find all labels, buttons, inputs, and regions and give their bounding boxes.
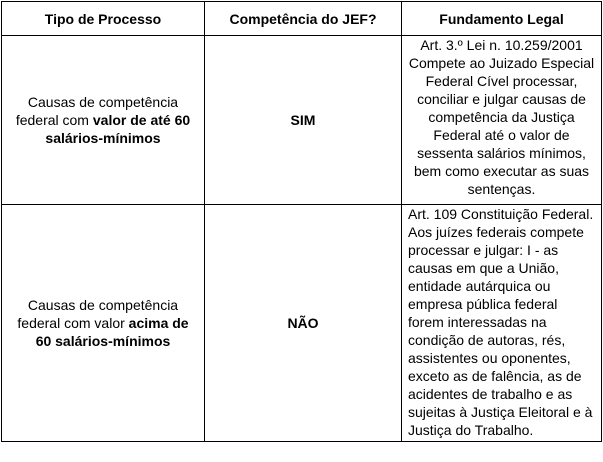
- tipo-text: Causas de competência federal com valor: [17, 297, 179, 331]
- cell-competencia: NÃO: [205, 205, 402, 442]
- tipo-highlight: acima de 60 salários-mínimos: [35, 315, 189, 349]
- cell-tipo-processo: [2, 205, 205, 442]
- table-header: [2, 2, 602, 36]
- tipo-text: Causas de competência federal com: [15, 94, 179, 128]
- tipo-highlight: valor de até 60 salários-mínimos: [45, 112, 191, 146]
- cell-tipo-processo: [2, 36, 205, 205]
- table-row: [2, 205, 602, 442]
- cell-fundamento-legal: Art. 109 Constituição Federal. Aos juízes federais compete processar e julgar: I - as causas em que a União, entidade autárquica ou empresa pública federal forem interessadas na condição de autoras, rés, assistentes ou oponentes, exceto as de falência, as de acidentes de trabalho e as sujeitas à Justiça Eleitoral e à Justiça do Trabalho.: [402, 205, 602, 442]
- cell-competencia: SIM: [205, 36, 402, 205]
- table-body: [2, 36, 602, 442]
- header-fundamento-legal: Fundamento Legal: [402, 2, 602, 36]
- header-row: [2, 2, 602, 36]
- table-row: [2, 36, 602, 205]
- jurisdiction-table: [1, 1, 602, 442]
- header-competencia-jef: Competência do JEF?: [205, 2, 402, 36]
- header-tipo-de-processo: Tipo de Processo: [2, 2, 205, 36]
- cell-fundamento-legal: Art. 3.º Lei n. 10.259/2001 Compete ao Juizado Especial Federal Cível processar, conciliar e julgar causas de competência da Justiça Federal até o valor de sessenta salários mínimos, bem como executar as suas sentenças.: [402, 36, 602, 205]
